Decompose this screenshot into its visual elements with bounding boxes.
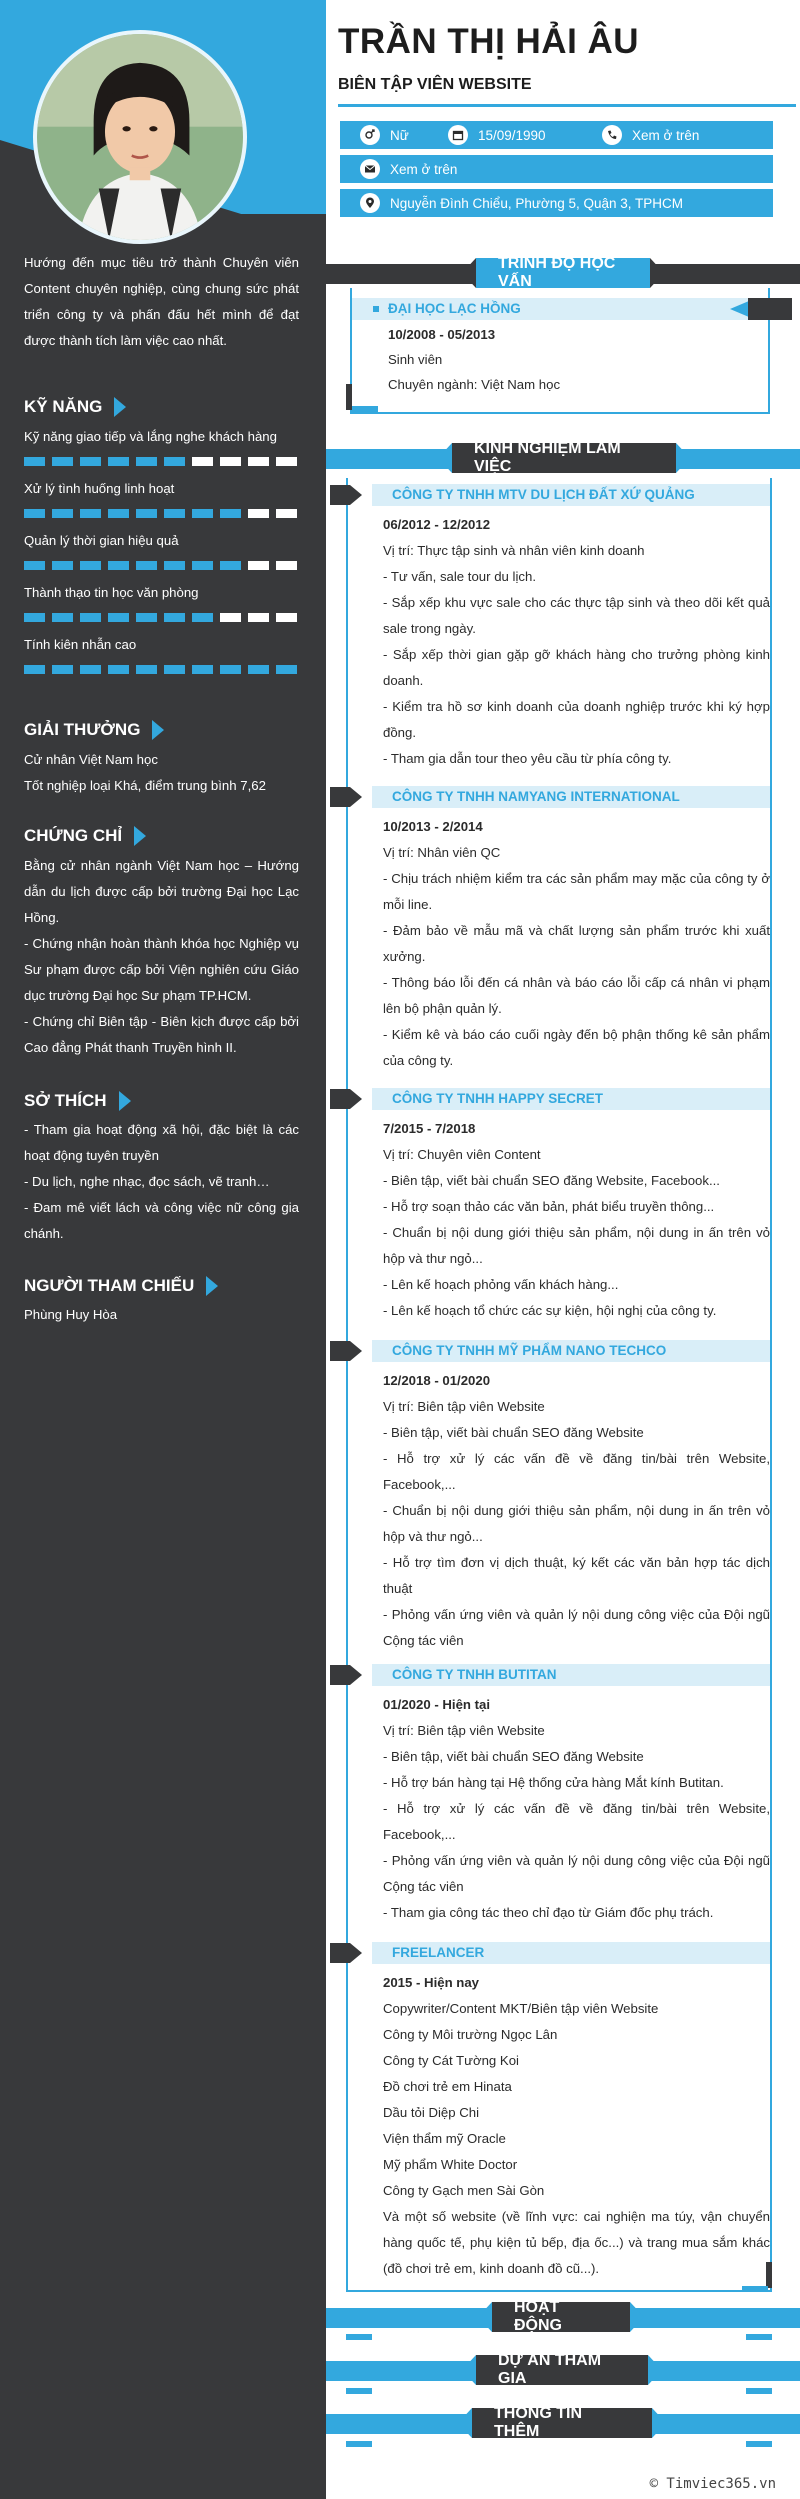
job-marker-icon bbox=[330, 787, 350, 807]
job-marker-icon bbox=[330, 1341, 350, 1361]
skill-level-segment bbox=[80, 561, 101, 570]
gender-value: Nữ bbox=[390, 127, 409, 143]
skill-level-segment bbox=[24, 665, 45, 674]
job-detail-line: - Thông báo lỗi đến cá nhân và báo cáo lỗi cấp cá nhân vi phạm lên bộ phận quản lý. bbox=[383, 975, 770, 1016]
job-company: CÔNG TY TNHH MỸ PHẨM NANO TECHCO bbox=[392, 1343, 667, 1358]
skill-level-segment bbox=[248, 561, 269, 570]
awards-title: GIẢI THƯỞNG bbox=[24, 720, 141, 739]
info-row-email bbox=[340, 155, 773, 183]
skill-level-segment bbox=[24, 457, 45, 466]
skill-level-segment bbox=[108, 613, 129, 622]
avatar bbox=[37, 34, 243, 240]
education-corner-mark bbox=[352, 406, 378, 412]
job-marker-icon bbox=[350, 1089, 362, 1109]
certificates-arrow-icon bbox=[134, 826, 146, 846]
job-detail-line: - Đảm bảo về mẫu mã và chất lượng sản phẩm trước khi xuất xưởng. bbox=[383, 923, 770, 964]
education-school: ĐẠI HỌC LẠC HỒNG bbox=[388, 301, 521, 316]
skill-level-bar bbox=[24, 665, 309, 674]
skill-label: Xử lý tình huống linh hoạt bbox=[24, 481, 175, 496]
skill-level-segment bbox=[108, 457, 129, 466]
hobbies-text: - Tham gia hoạt động xã hội, đặc biệt là các hoạt động tuyên truyền - Du lịch, nghe nhạc, đọc sách, vẽ tranh… - Đam mê viết lách và công việc nữ công gia chánh. bbox=[24, 1122, 299, 1241]
award-line: Tốt nghiệp loại Khá, điểm trung bình 7,62 bbox=[24, 778, 266, 793]
email-value: Xem ở trên bbox=[390, 161, 458, 177]
job-details bbox=[383, 1368, 770, 1654]
skill-label: Quản lý thời gian hiệu quả bbox=[24, 533, 179, 548]
career-objective: Hướng đến mục tiêu trở thành Chuyên viên Content chuyên nghiệp, cùng chung sức phát triển công ty và phấn đấu hết mình để đạt được thành tích làm việc cao nhất. bbox=[24, 255, 299, 348]
sidebar bbox=[0, 0, 326, 2499]
projects-banner bbox=[326, 2352, 800, 2387]
job-detail-line: - Tư vấn, sale tour du lịch. bbox=[383, 569, 536, 584]
job-details bbox=[383, 1692, 770, 1926]
email-item bbox=[360, 155, 457, 183]
gender-icon bbox=[360, 125, 380, 145]
job-detail-line: Mỹ phẩm White Doctor bbox=[383, 2157, 518, 2172]
job-company: CÔNG TY TNHH MTV DU LỊCH ĐẤT XỨ QUẢNG bbox=[392, 487, 695, 502]
skill-level-segment bbox=[80, 509, 101, 518]
email-icon bbox=[360, 159, 380, 179]
skill-level-segment bbox=[248, 665, 269, 674]
job-detail-line: Copywriter/Content MKT/Biên tập viên Website bbox=[383, 2001, 659, 2016]
skill-level-segment bbox=[276, 509, 297, 518]
education-major: Chuyên ngành: Việt Nam học bbox=[388, 377, 561, 392]
skill-level-segment bbox=[108, 509, 129, 518]
job-detail-line: Đồ chơi trẻ em Hinata bbox=[383, 2079, 512, 2094]
job-details bbox=[383, 512, 770, 772]
activities-banner bbox=[326, 2299, 800, 2334]
more-info-banner bbox=[326, 2405, 800, 2440]
education-status: Sinh viên bbox=[388, 352, 443, 367]
job-detail-line: Vị trí: Biên tập viên Website bbox=[383, 1399, 545, 1414]
skill-level-segment bbox=[192, 665, 213, 674]
job-detail-line: - Chuẩn bị nội dung giới thiệu sản phẩm, nội dung in ấn trên vỏ hộp và thư ngỏ... bbox=[383, 1225, 770, 1266]
job-marker-icon bbox=[350, 485, 362, 505]
skill-level-segment bbox=[220, 509, 241, 518]
skill-level-bar bbox=[24, 613, 309, 622]
projects-mark bbox=[746, 2388, 772, 2394]
job-company: CÔNG TY TNHH HAPPY SECRET bbox=[392, 1091, 604, 1106]
job-entry bbox=[330, 1664, 770, 1926]
more-info-mark bbox=[346, 2441, 372, 2447]
awards-text bbox=[24, 747, 299, 799]
skill-level-segment bbox=[192, 509, 213, 518]
skill-level-segment bbox=[52, 509, 73, 518]
activities-title: HOẠT ĐỘNG bbox=[492, 2302, 630, 2332]
job-detail-line: - Kiểm kê và báo cáo cuối ngày đến bộ phận thống kê sản phẩm của công ty. bbox=[383, 1027, 770, 1068]
skill-label: Tính kiên nhẫn cao bbox=[24, 637, 137, 652]
skill-level-segment bbox=[248, 509, 269, 518]
skill-level-segment bbox=[248, 457, 269, 466]
education-details bbox=[388, 322, 560, 397]
phone-item bbox=[602, 121, 699, 149]
education-bullet-icon bbox=[373, 306, 379, 312]
job-detail-line: Vị trí: Nhân viên QC bbox=[383, 845, 501, 860]
job-period: 12/2018 - 01/2020 bbox=[383, 1373, 491, 1388]
job-period: 2015 - Hiện nay bbox=[383, 1975, 480, 1990]
more-info-title: THÔNG TIN THÊM bbox=[472, 2408, 652, 2438]
skill-item bbox=[24, 584, 309, 622]
job-detail-line: Dầu tỏi Diệp Chi bbox=[383, 2105, 480, 2120]
skill-level-segment bbox=[80, 613, 101, 622]
skill-level-segment bbox=[192, 561, 213, 570]
job-detail-line: Công ty Gạch men Sài Gòn bbox=[383, 2183, 545, 2198]
job-marker-icon bbox=[330, 485, 350, 505]
gender-item bbox=[360, 121, 409, 149]
skill-level-segment bbox=[80, 457, 101, 466]
skill-level-segment bbox=[220, 457, 241, 466]
skill-level-segment bbox=[220, 561, 241, 570]
skill-level-segment bbox=[164, 561, 185, 570]
job-detail-line: Vị trí: Thực tập sinh và nhân viên kinh doanh bbox=[383, 543, 645, 558]
job-marker-icon bbox=[350, 1341, 362, 1361]
skill-level-segment bbox=[108, 665, 129, 674]
calendar-icon bbox=[448, 125, 468, 145]
skill-level-segment bbox=[52, 457, 73, 466]
job-marker-icon bbox=[330, 1665, 350, 1685]
job-detail-line: - Tham gia dẫn tour theo yêu cầu từ phía công ty. bbox=[383, 751, 672, 766]
skills-arrow-icon bbox=[114, 397, 126, 417]
job-header bbox=[330, 1088, 770, 1110]
job-detail-line: Và một số website (về lĩnh vực: cai nghiện ma túy, vận chuyển hàng quốc tế, phụ kiện tủ bếp, địa ốc...) và trang mua sắm khác (đồ chơi trẻ em, kinh doanh đồ cũ...). bbox=[383, 2209, 770, 2276]
skill-level-segment bbox=[52, 665, 73, 674]
job-details bbox=[383, 1116, 770, 1324]
job-detail-line: - Chuẩn bị nội dung giới thiệu sản phẩm, nội dung in ấn trên vỏ hộp và thư ngỏ... bbox=[383, 1503, 770, 1544]
skill-level-segment bbox=[136, 561, 157, 570]
references-heading bbox=[24, 1276, 218, 1296]
job-detail-line: - Lên kế hoạch tổ chức các sự kiện, hội nghị của công ty. bbox=[383, 1303, 717, 1318]
job-company: FREELANCER bbox=[392, 1945, 485, 1960]
job-detail-line: - Phỏng vấn ứng viên và quản lý nội dung công việc của Đội ngũ Cộng tác viên bbox=[383, 1853, 770, 1894]
job-marker-icon bbox=[330, 1943, 350, 1963]
references-title: NGƯỜI THAM CHIẾU bbox=[24, 1276, 195, 1295]
skill-level-segment bbox=[136, 509, 157, 518]
skill-level-segment bbox=[276, 665, 297, 674]
job-marker-icon bbox=[350, 1665, 362, 1685]
job-detail-line: - Hỗ trợ soạn thảo các văn bản, phát biểu truyền thông... bbox=[383, 1199, 715, 1214]
job-entry bbox=[330, 1088, 770, 1324]
job-entry bbox=[330, 1340, 770, 1654]
job-entry bbox=[330, 1942, 770, 2282]
skill-level-segment bbox=[164, 665, 185, 674]
job-company: CÔNG TY TNHH BUTITAN bbox=[392, 1667, 557, 1682]
skill-level-segment bbox=[276, 457, 297, 466]
location-pin-icon bbox=[360, 193, 380, 213]
references-arrow-icon bbox=[206, 1276, 218, 1296]
skill-level-segment bbox=[136, 665, 157, 674]
candidate-name: TRẦN THỊ HẢI ÂU bbox=[338, 22, 640, 61]
skill-label: Kỹ năng giao tiếp và lắng nghe khách hàng bbox=[24, 429, 277, 444]
job-period: 01/2020 - Hiện tại bbox=[383, 1697, 491, 1712]
skill-level-segment bbox=[276, 613, 297, 622]
address-item bbox=[360, 189, 683, 217]
job-detail-line: Vị trí: Chuyên viên Content bbox=[383, 1147, 541, 1162]
education-bar-end bbox=[748, 298, 792, 320]
skill-item bbox=[24, 532, 309, 570]
skill-level-segment bbox=[52, 561, 73, 570]
education-period: 10/2008 - 05/2013 bbox=[388, 327, 496, 342]
skill-level-segment bbox=[52, 613, 73, 622]
skill-label: Thành thạo tin học văn phòng bbox=[24, 585, 199, 600]
certificates-title: CHỨNG CHỈ bbox=[24, 826, 123, 845]
job-detail-line: Công ty Cát Tường Koi bbox=[383, 2053, 519, 2068]
phone-icon bbox=[602, 125, 622, 145]
skills-title: KỸ NĂNG bbox=[24, 397, 103, 416]
certificates-text: Bằng cử nhân ngành Việt Nam học – Hướng dẫn du lịch được cấp bởi trường Đại học Lạc Hồng. - Chứng nhận hoàn thành khóa học Nghiệp vụ Sư phạm được cấp bởi Viện nghiên cứu Giáo dục trường Đại học Sư phạm TP.HCM. - Chứng chỉ Biên tập - Biên kịch được cấp bởi Cao đẳng Phát thanh Truyền hình II. bbox=[24, 858, 299, 1055]
education-banner bbox=[326, 255, 800, 290]
hobbies-heading bbox=[24, 1091, 131, 1111]
skill-item bbox=[24, 636, 309, 674]
skill-level-segment bbox=[192, 457, 213, 466]
skill-level-segment bbox=[164, 457, 185, 466]
job-detail-line: - Lên kế hoạch phỏng vấn khách hàng... bbox=[383, 1277, 619, 1292]
portrait-photo bbox=[37, 34, 243, 240]
job-detail-line: - Biên tập, viết bài chuẩn SEO đăng Website, Facebook... bbox=[383, 1173, 720, 1188]
skill-level-segment bbox=[220, 665, 241, 674]
job-entry bbox=[330, 786, 770, 1074]
projects-title: DỰ ÁN THAM GIA bbox=[476, 2355, 648, 2385]
experience-title: KINH NGHIỆM LÀM VIỆC bbox=[452, 443, 676, 473]
skill-level-bar bbox=[24, 561, 309, 570]
job-marker-icon bbox=[350, 787, 362, 807]
skill-level-segment bbox=[276, 561, 297, 570]
info-row-personal bbox=[340, 121, 773, 149]
job-detail-line: - Biên tập, viết bài chuẩn SEO đăng Website bbox=[383, 1749, 644, 1764]
job-header bbox=[330, 484, 770, 506]
skill-level-segment bbox=[248, 613, 269, 622]
job-marker-icon bbox=[350, 1943, 362, 1963]
job-header bbox=[330, 1942, 770, 1964]
job-entry bbox=[330, 484, 770, 772]
job-detail-line: - Hỗ trợ tìm đơn vị dịch thuật, ký kết các văn bản hợp tác dịch thuật bbox=[383, 1555, 770, 1596]
skill-level-segment bbox=[164, 613, 185, 622]
skills-heading bbox=[24, 397, 126, 417]
certificates-heading bbox=[24, 826, 146, 846]
skill-item bbox=[24, 480, 309, 518]
activities-mark bbox=[346, 2334, 372, 2340]
skill-level-segment bbox=[220, 613, 241, 622]
job-header bbox=[330, 1664, 770, 1686]
projects-mark bbox=[346, 2388, 372, 2394]
skill-level-segment bbox=[24, 561, 45, 570]
job-detail-line: - Phỏng vấn ứng viên và quản lý nội dung công việc của Đội ngũ Cộng tác viên bbox=[383, 1607, 770, 1648]
skill-level-segment bbox=[136, 457, 157, 466]
job-detail-line: - Hỗ trợ xử lý các vấn đề về đăng tin/bài trên Website, Facebook,... bbox=[383, 1451, 770, 1492]
info-row-address bbox=[340, 189, 773, 217]
job-details bbox=[383, 1970, 770, 2282]
experience-banner bbox=[326, 440, 800, 475]
skill-level-segment bbox=[80, 665, 101, 674]
skill-level-segment bbox=[108, 561, 129, 570]
job-period: 7/2015 - 7/2018 bbox=[383, 1121, 476, 1136]
skill-item bbox=[24, 428, 309, 466]
skill-level-segment bbox=[192, 613, 213, 622]
job-detail-line: - Sắp xếp thời gian gặp gỡ khách hàng cho trưởng phòng kinh doanh. bbox=[383, 647, 770, 688]
job-detail-line: - Hỗ trợ bán hàng tại Hệ thống cửa hàng Mắt kính Butitan. bbox=[383, 1775, 724, 1790]
job-detail-line: Công ty Môi trường Ngọc Lân bbox=[383, 2027, 558, 2042]
job-header bbox=[330, 1340, 770, 1362]
job-detail-line: - Tham gia công tác theo chỉ đạo từ Giám đốc phụ trách. bbox=[383, 1905, 714, 1920]
skill-level-bar bbox=[24, 509, 309, 518]
job-detail-line: - Biên tập, viết bài chuẩn SEO đăng Website bbox=[383, 1425, 644, 1440]
job-header bbox=[330, 786, 770, 808]
skill-level-segment bbox=[164, 509, 185, 518]
job-detail-line: - Hỗ trợ xử lý các vấn đề về đăng tin/bài trên Website, Facebook,... bbox=[383, 1801, 770, 1842]
header-divider bbox=[338, 104, 796, 107]
job-period: 06/2012 - 12/2012 bbox=[383, 517, 491, 532]
address-value: Nguyễn Đình Chiểu, Phường 5, Quận 3, TPHCM bbox=[390, 195, 684, 211]
candidate-job-title: BIÊN TẬP VIÊN WEBSITE bbox=[338, 76, 532, 93]
skill-level-segment bbox=[24, 613, 45, 622]
job-company: CÔNG TY TNHH NAMYANG INTERNATIONAL bbox=[392, 789, 680, 804]
skill-level-segment bbox=[24, 509, 45, 518]
job-marker-icon bbox=[330, 1089, 350, 1109]
hobbies-title: SỞ THÍCH bbox=[24, 1091, 107, 1110]
hobbies-arrow-icon bbox=[119, 1091, 131, 1111]
job-detail-line: Vị trí: Biên tập viên Website bbox=[383, 1723, 545, 1738]
birthdate-item bbox=[448, 121, 546, 149]
skill-level-bar bbox=[24, 457, 309, 466]
award-line: Cử nhân Việt Nam học bbox=[24, 752, 158, 767]
awards-arrow-icon bbox=[152, 720, 164, 740]
job-detail-line: - Chịu trách nhiệm kiểm tra các sản phẩm may mặc của công ty ở mỗi line. bbox=[383, 871, 770, 912]
skill-level-segment bbox=[136, 613, 157, 622]
job-detail-line: - Sắp xếp khu vực sale cho các thực tập sinh và theo dõi kết quả sale trong ngày. bbox=[383, 595, 770, 636]
references-name: Phùng Huy Hòa bbox=[24, 1307, 118, 1322]
job-detail-line: Viện thẩm mỹ Oracle bbox=[383, 2131, 506, 2146]
phone-value: Xem ở trên bbox=[632, 127, 700, 143]
job-details bbox=[383, 814, 770, 1074]
more-info-mark bbox=[746, 2441, 772, 2447]
education-title: TRÌNH ĐỘ HỌC VẤN bbox=[476, 258, 650, 288]
job-detail-line: - Kiểm tra hồ sơ kinh doanh của doanh nghiệp trước khi ký hợp đồng. bbox=[383, 699, 770, 740]
job-period: 10/2013 - 2/2014 bbox=[383, 819, 483, 834]
awards-heading bbox=[24, 720, 164, 740]
experience-corner-mark bbox=[766, 2262, 772, 2288]
birthdate-value: 15/09/1990 bbox=[478, 127, 546, 143]
activities-mark bbox=[746, 2334, 772, 2340]
footer-copyright: © Timviec365.vn bbox=[649, 2476, 776, 2492]
experience-corner-mark bbox=[742, 2286, 768, 2292]
